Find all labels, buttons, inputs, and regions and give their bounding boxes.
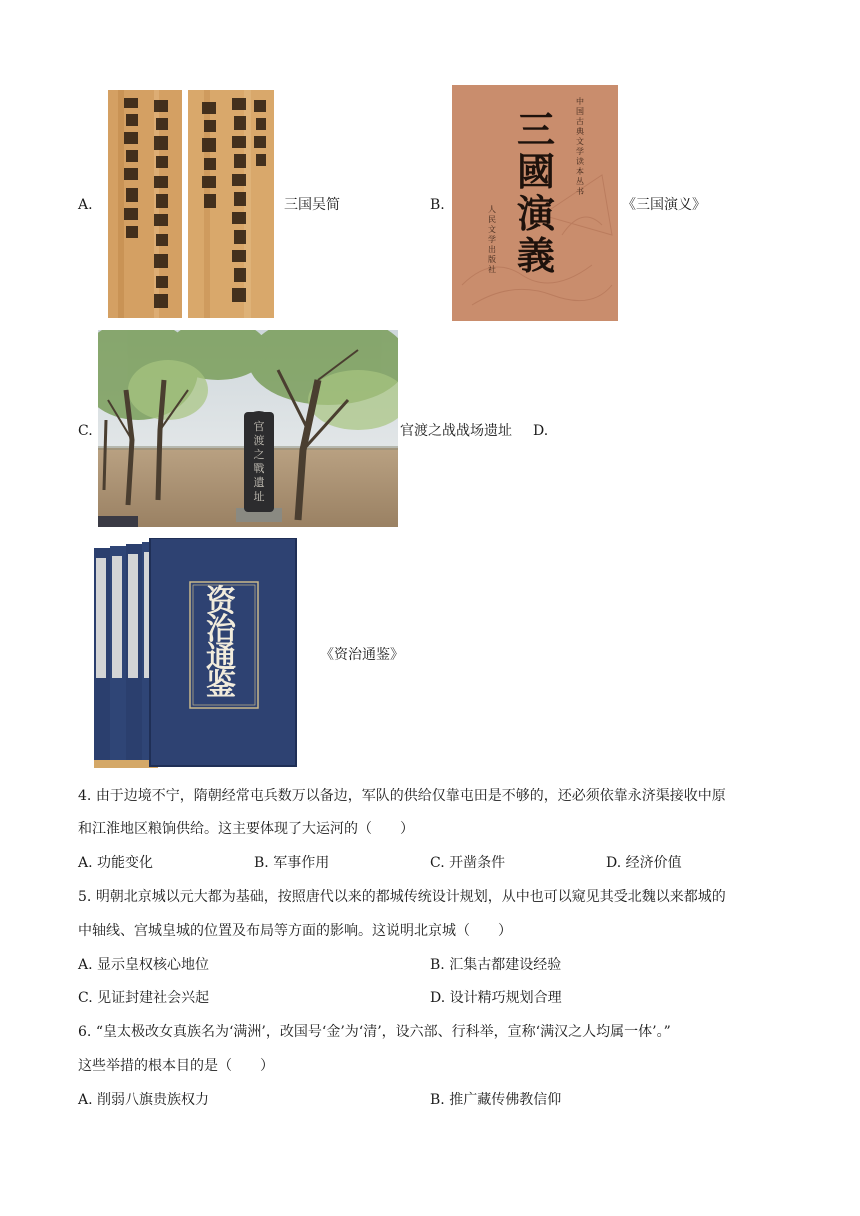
- option-a-caption: 三国吴简: [284, 197, 340, 213]
- book-cover-title: 三國演義: [516, 107, 555, 278]
- q6-option-b[interactable]: B. 推广藏传佛教信仰: [430, 1092, 562, 1108]
- zizhi-tongjian-box-image: [92, 538, 298, 770]
- question-5-stem-2: 中轴线、宫城皇城的位置及布局等方面的影响。这说明北京城（ ）: [78, 923, 512, 939]
- q5-option-a[interactable]: A. 显示皇权核心地位: [78, 957, 210, 973]
- q5-option-b[interactable]: B. 汇集古都建设经验: [430, 957, 562, 973]
- q4-option-d[interactable]: D. 经济价值: [606, 855, 682, 871]
- question-6-stem-1: “皇太极改女真族名为‘满洲’，改国号‘金’为‘清’，设六部、行科举，宣称‘满汉之人均属一体’。”: [95, 1024, 671, 1040]
- option-d-letter: D.: [533, 423, 549, 439]
- option-d-caption: 《资治通鉴》: [320, 647, 404, 663]
- question-6-number: 6.: [78, 1024, 92, 1040]
- q4-option-a[interactable]: A. 功能变化: [78, 855, 154, 871]
- question-4-stem-2: 和江淮地区粮饷供给。这主要体现了大运河的（ ）: [78, 821, 414, 837]
- question-4-number: 4.: [78, 788, 92, 804]
- sanguo-yanyi-cover-image: [452, 85, 618, 321]
- option-b-caption: 《三国演义》: [622, 197, 706, 213]
- question-4-line1: [78, 786, 726, 806]
- q6-option-a[interactable]: A. 削弱八旗贵族权力: [78, 1092, 210, 1108]
- question-5-stem-1: 明朝北京城以元大都为基础，按照唐代以来的都城传统设计规划，从中也可以窥见其受北魏以来都城的: [95, 889, 726, 905]
- book-cover-series: 中国古典文学读本丛书: [576, 97, 584, 196]
- question-5-number: 5.: [78, 889, 92, 905]
- q4-option-b[interactable]: B. 军事作用: [254, 855, 330, 871]
- question-6-line1: [78, 1022, 671, 1042]
- question-6-stem-2: 这些举措的根本目的是（ ）: [78, 1058, 274, 1074]
- option-c-caption: 官渡之战战场遗址: [400, 423, 512, 439]
- option-b-letter: B.: [430, 197, 445, 213]
- guandu-battlefield-image: [98, 330, 398, 527]
- q4-option-c[interactable]: C. 开凿条件: [430, 855, 506, 871]
- question-5-line1: [78, 887, 726, 907]
- option-a-letter: A.: [78, 197, 93, 213]
- option-c-letter: C.: [78, 423, 93, 439]
- book-cover-publisher: 人民文学出版社: [488, 205, 496, 274]
- box-cover-title: 资治通鉴: [206, 584, 236, 703]
- stele-inscription: 官渡之戰遺址: [253, 420, 265, 503]
- question-4-stem-1: 由于边境不宁，隋朝经常屯兵数万以备边，军队的供给仅靠屯田是不够的，还必须依靠永济渠接收中原: [95, 788, 726, 804]
- q5-option-d[interactable]: D. 设计精巧规划合理: [430, 990, 562, 1006]
- q5-option-c[interactable]: C. 见证封建社会兴起: [78, 990, 210, 1006]
- bamboo-slips-image: [104, 90, 276, 318]
